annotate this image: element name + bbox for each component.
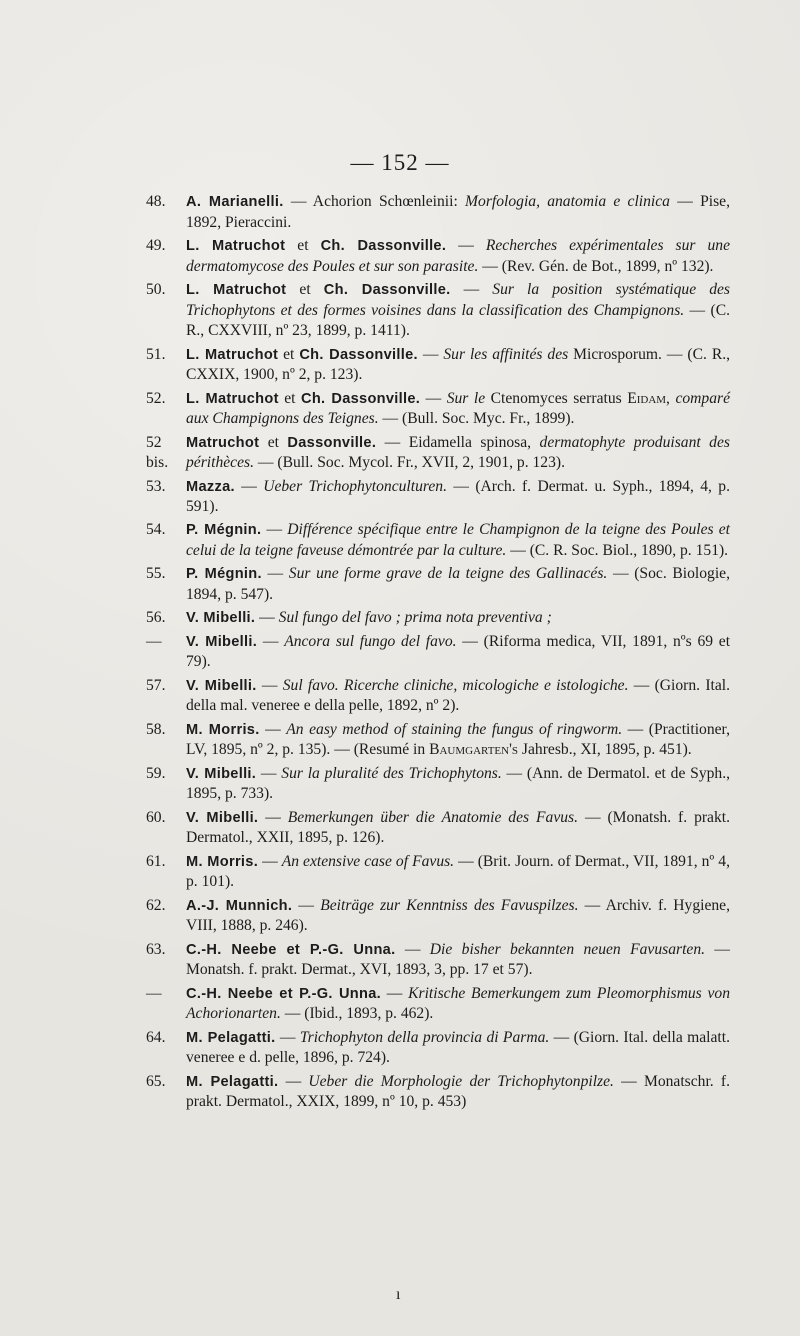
entry-text: — [395,940,430,958]
entry-title: Sur les affinités des [443,345,569,363]
entry-number: — [146,984,162,1002]
entry-author: L. Matruchot [186,346,279,363]
entry-text: — (Bull. Soc. Mycol. Fr., XVII, 2, 1901, p. 123). [253,454,565,472]
entry-title: Ancora sul fungo del favo. [284,632,457,650]
entry-title: Sur la position systématique des Trichophytons et des formes voisines dans la classification des Champignons. [186,280,730,319]
entry-author: Ch. Dassonville. [299,346,418,363]
entry-text: — (Rev. Gén. de Bot., 1899, nº 132). [478,257,714,275]
entry-number: 60. [146,808,166,826]
entry-text: — [258,852,282,870]
entry-title: Kritische Bemerkungem zum Pleomorphismus von Achorionarten. [186,984,730,1023]
entry-author: M. Morris. [186,853,259,870]
entry-text: — [417,345,444,363]
entry-text: — [278,1072,309,1090]
entry-title: Sur une forme grave de la teigne des Gallinacés. [288,565,608,583]
entry-number: 62. [146,896,166,914]
bibliography-entry [146,564,730,605]
entry-author: L. Matruchot [186,237,286,254]
entry-text: — [261,521,288,539]
entry-text: Ctenomyces serratus [485,389,628,407]
entry-text: et [285,236,321,254]
entry-text: — (Riforma medica, VII, 1891, nºs 69 et 79). [186,632,731,671]
entry-number: 56. [146,609,166,627]
entry-smallcaps: Baumgarten's [429,741,519,759]
entry-title: Différence spécifique entre le Champignon de la teigne des Poules et celui de la teigne faveuse démontrée par la culture. [186,521,731,560]
entry-title: Sur la pluralité des Trichophytons. [281,764,502,782]
entry-number: 65. [146,1072,166,1090]
entry-title: Bemerkungen über die Anatomie des Favus. [287,808,579,826]
bibliography-entry [146,477,730,518]
entry-text: — [258,808,288,826]
entry-text: — (C. R. Soc. Biol., 1890, p. 151). [506,542,729,560]
entry-text: — [450,280,493,298]
entry-title: dermatophyte produisant des périthèces. [186,433,730,472]
entry-text: — Archiv. f. Hygiene, VIII, 1888, p. 246). [186,896,730,935]
entry-text: Microsporum. — (C. R., CXXIX, 1900, nº 2, p. 123). [186,345,731,384]
entry-text: — Monatsh. f. prakt. Dermat., XVI, 1893, 3, pp. 17 et 57). [186,940,730,979]
bibliography-entry [146,520,730,561]
entry-title: Beiträge zur Kenntniss des Favuspilzes. [320,896,579,914]
entry-number: 61. [146,852,166,870]
bibliography-entry [146,345,730,386]
entry-title: Recherches expérimentales sur une dermatomycose des Poules et sur son parasite. [186,236,731,275]
entry-title: Morfologia, anatomia e clinica [465,193,670,210]
entry-author: P. Mégnin. [186,522,262,539]
bibliography-entry [146,389,730,430]
entry-author: L. Matruchot [186,281,287,298]
entry-text: Jahresb., XI, 1895, p. 451). [518,741,692,759]
entry-smallcaps: Eidam [627,389,667,407]
entry-number: 49. [146,236,166,254]
entry-text: — Pise, 1892, Pieraccini. [186,193,730,231]
entry-text: et [278,345,300,363]
entry-author: Dassonville. [287,434,377,451]
entry-author: V. Mibelli. [186,809,259,826]
entry-text: — (Giorn. Ital. della malatt. veneree e d. pelle, 1896, p. 724). [186,1028,730,1067]
bibliography-entry [146,608,730,629]
entry-author: Mazza. [186,478,235,495]
bibliography-list [146,192,730,1116]
entry-author: Ch. Dassonville. [301,390,421,407]
entry-number: 53. [146,477,166,495]
bibliography-entry [146,676,730,717]
entry-author: V. Mibelli. [186,765,257,782]
entry-text: — (Soc. Biologie, 1894, p. 547). [186,565,730,604]
entry-text: — (Monatsh. f. prakt. Dermatol., XXII, 1895, p. 126). [186,808,731,847]
entry-text: — (Bull. Soc. Myc. Fr., 1899). [378,410,575,428]
entry-text: — [234,477,264,495]
entry-title: Sul fungo del favo ; prima nota preventiva ; [278,609,552,627]
bibliography-entry [146,984,730,1025]
entry-author: V. Mibelli. [186,610,256,627]
entry-author: V. Mibelli. [186,677,257,694]
entry-number: 64. [146,1028,166,1046]
entry-number: 57. [146,676,166,694]
entry-author: L. Matruchot [186,390,279,407]
entry-text: — [255,609,279,627]
entry-text: — [292,896,321,914]
entry-number: 51. [146,345,166,363]
entry-author: M. Pelagatti. [186,1029,276,1046]
entry-text: — [261,565,289,583]
entry-text: et [259,433,288,451]
entry-text: — [257,632,285,650]
entry-text: — [256,764,282,782]
entry-number: 63. [146,940,166,958]
bibliography-entry [146,808,730,849]
entry-text: — (Practitioner, LV, 1895, nº 2, p. 135). — (Resumé in [186,720,731,759]
bibliography-entry [146,280,730,342]
entry-title: An easy method of staining the fungus of ringworm. [286,720,623,738]
bibliography-entry [146,720,730,761]
bibliography-entry [146,192,730,233]
entry-author: A. Marianelli. [186,194,284,210]
entry-title: comparé aux Champignons des Teignes. [186,389,731,428]
bibliography-entry [146,896,730,937]
entry-author: V. Mibelli. [186,633,258,650]
footer-mark: ı [396,1286,401,1303]
entry-title: Trichophyton della provincia di Parma. [299,1028,550,1046]
entry-number: 55. [146,565,166,583]
entry-number: 59. [146,764,166,782]
entry-author: M. Pelagatti. [186,1073,279,1090]
entry-text: — (Giorn. Ital. della mal. veneree e della pelle, 1892, nº 2). [186,676,730,715]
entry-author: C.-H. Neebe et P.-G. Unna. [186,941,396,958]
entry-author: Ch. Dassonville. [323,281,451,298]
entry-author: Ch. Dassonville. [320,237,447,254]
entry-title: Die bisher bekannten neuen Favusarten. [429,940,706,958]
entry-title: An extensive case of Favus. [281,852,455,870]
entry-title: Sur le [446,389,486,407]
entry-text: — Monatschr. f. prakt. Dermatol., XXIX, 1899, nº 10, p. 453) [186,1072,730,1111]
entry-text: — [446,236,486,254]
entry-text: — (Brit. Journ. of Dermat., VII, 1891, nº 4, p. 101). [186,852,730,891]
entry-text: — [275,1028,300,1046]
entry-author: A.-J. Munnich. [186,897,293,914]
entry-author: M. Morris. [186,721,260,738]
entry-text: — Achorion Schœnleinii: [283,193,466,210]
entry-text: — [420,389,447,407]
entry-title: Sul favo. Ricerche cliniche, micologiche e istologiche. [282,676,629,694]
entry-text: — [259,720,287,738]
entry-number: 54. [146,521,166,539]
entry-number: 52. [146,389,166,407]
entry-number: 58. [146,720,166,738]
entry-text: — (Ibid., 1893, p. 462). [280,1005,434,1023]
entry-text: — [381,984,409,1002]
bibliography-entry [146,1072,730,1113]
entry-number: 52 bis. [146,433,169,472]
entry-number: 48. [146,193,166,210]
entry-text: et [286,280,324,298]
bibliography-entry [146,1028,730,1069]
entry-text: — (Ann. de Dermatol. et de Syph., 1895, p. 733). [186,764,731,803]
entry-text: — (Arch. f. Dermat. u. Syph., 1894, 4, p. 591). [186,477,731,516]
entry-title: Ueber Trichophytonculturen. [263,477,447,495]
entry-text: , [666,389,676,407]
entry-number: 50. [146,280,166,298]
bibliography-entry [146,433,730,474]
bibliography-entry [146,852,730,893]
entry-title: Ueber die Morphologie der Trichophytonpilze. [308,1072,614,1090]
entry-text: et [278,389,301,407]
bibliography-entry [146,236,730,277]
bibliography-entry [146,632,730,673]
entry-author: P. Mégnin. [186,566,262,583]
entry-author: Matruchot [186,434,260,451]
entry-author: C.-H. Neebe et P.-G. Unna. [186,985,381,1002]
entry-text: — Eidamella spinosa, [376,433,540,451]
entry-text: — (C. R., CXXVIII, nº 23, 1899, p. 1411). [186,301,730,340]
bibliography-entry [146,940,730,981]
page-number: — 152 — [350,150,450,175]
entry-text: — [256,676,283,694]
bibliography-entry [146,764,730,805]
entry-number: — [146,632,162,650]
